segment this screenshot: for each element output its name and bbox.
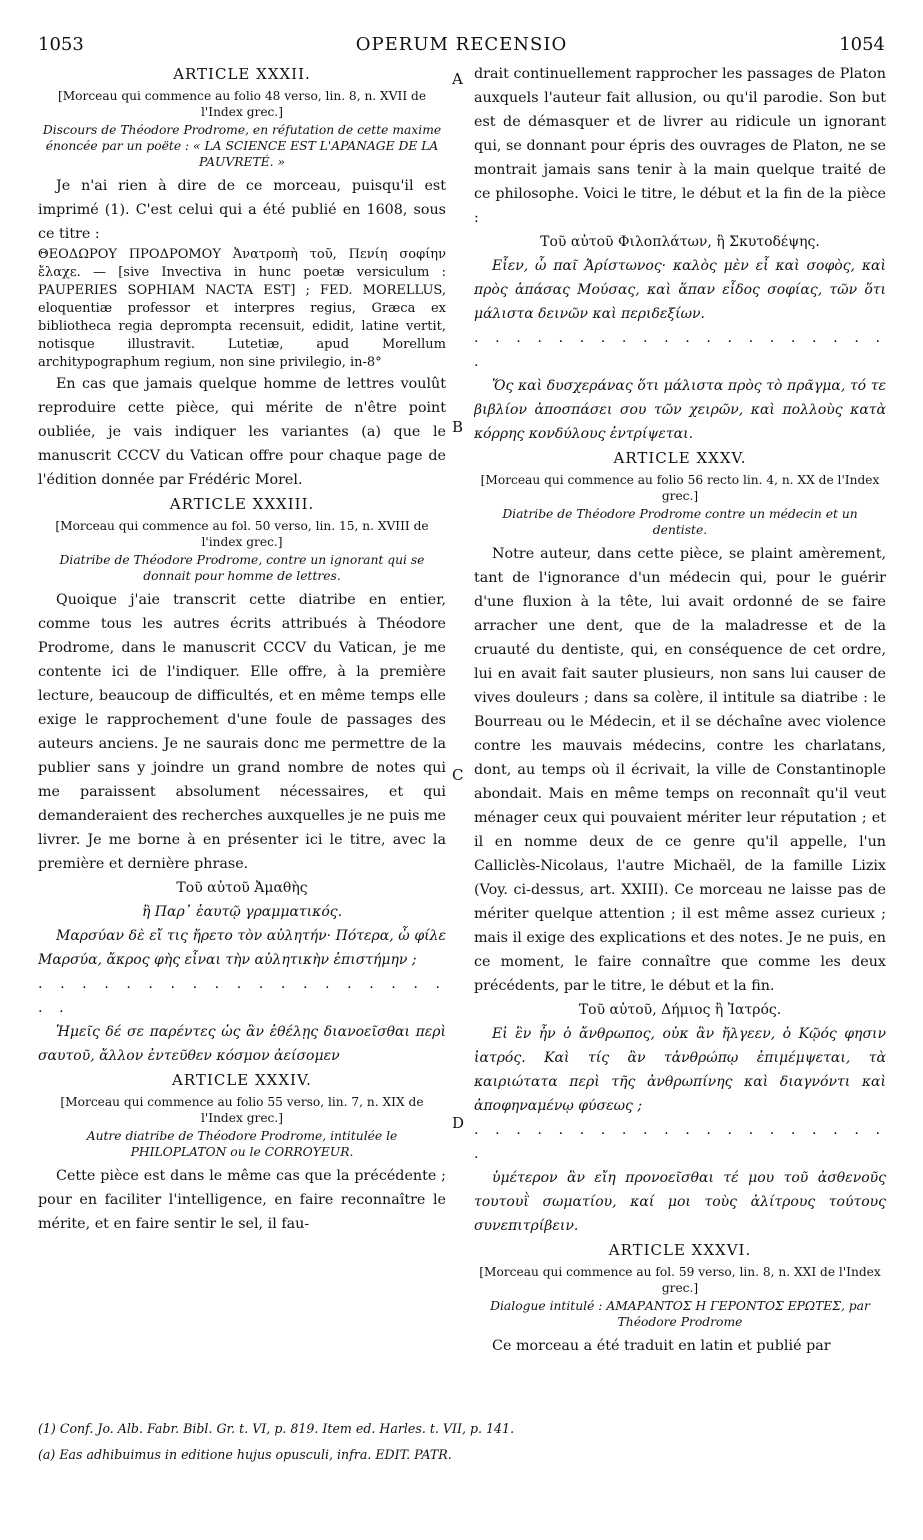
article-33-greek-explicit: Ἡμεῖς δέ σε παρέντες ὡς ἂν ἐθέλῃς διανοεῖσθαι περὶ σαυτοῦ, ἄλλον ἐντεῦθεν κόσμον ἀείσομεν bbox=[38, 1024, 446, 1064]
article-34-heading: ARTICLE XXXIV. bbox=[172, 1071, 312, 1089]
right-column bbox=[474, 62, 886, 1406]
article-35-heading: ARTICLE XXXV. bbox=[613, 449, 747, 467]
page-header bbox=[38, 34, 885, 58]
article-35-paragraph-1: Notre auteur, dans cette pièce, se plaint amèrement, tant de l'ignorance d'un médecin qui, pour le guérir d'une fluxion à la tête, lui avait ordonné de se faire arracher une dent, que de la maladresse et de la cruauté du dentiste, qui, en conséquence de cet ordre, lui en avait fait sauter plusieurs, non sans lui causer de vives douleurs ; dans sa colère, il intitule sa diatribe : le Bourreau ou le Médecin, et il se déchaîne avec violence contre les mauvais médecins, contre les charlatans, dont, au temps où il écrivait, la ville de Constantinople abondait. Mais en même temps on reconnaît qu'il veut ménager ceux qui pouvaient mériter leur réputation ; et il en nomme deux de ce genre qu'il appelle, l'un Calliclès-Nicolaus, l'autre Michaël, de la famille Lizix (Voy. ci-dessus, art. XXIII). Ce morceau ne laisse pas de mériter quelque attention ; il est même assez curieux ; mais il exige des explications et des notes. Je ne puis, en ce moment, le faire connaître que comme les deux précédents, par le titre, le début et la fin. bbox=[474, 546, 886, 994]
ellipsis-dots: . . . . . . . . . . . . . . . . . . . . . bbox=[474, 330, 886, 370]
article-32-heading: ARTICLE XXXII. bbox=[173, 65, 311, 83]
article-34-greek-explicit: Ὅς καὶ δυσχεράνας ὅτι μάλιστα πρὸς τὸ πρᾶγμα, τό τε βιβλίον ἀποσπάσει σου τῶν χειρῶν, καὶ πολλοὺς κατὰ κόρρης κονδύλους ἐντρίψεται. bbox=[474, 378, 886, 442]
article-35-note: [Morceau qui commence au folio 56 recto lin. 4, n. XX de l'Index grec.] bbox=[480, 473, 880, 503]
running-title: OPERUM RECENSIO bbox=[355, 34, 568, 55]
margin-letter-d: D bbox=[452, 1114, 465, 1132]
article-34-note: [Morceau qui commence au folio 55 verso, lin. 7, n. XIX de l'Index grec.] bbox=[60, 1095, 424, 1125]
article-34-title: Autre diatribe de Théodore Prodrome, intitulée le PHILOPLATON ou le CORROYEUR. bbox=[86, 1129, 398, 1159]
article-33-title: Diatribe de Théodore Prodrome, contre un ignorant qui se donnait pour homme de lettres. bbox=[59, 553, 425, 583]
page-number-left: 1053 bbox=[38, 34, 84, 55]
article-32-bibliography: ΘΕΟΔΩΡΟΥ ΠΡΟΔΡΟΜΟΥ Ἀνατροπὴ τοῦ, Πενίη σοφίην ἔλαχε. — [sive Invectiva in hunc poetæ versiculum : PAUPERIES SOPHIAM NACTA EST] ; FED. MORELLUS, eloquentiæ professor et interpres regius, Græca ex bibliotheca regia deprompta recensuit, edidit, latine vertit, notisque illustravit. Lutetiæ, apud Morellum architypographum regium, non sine privilegio, in-8° bbox=[38, 247, 446, 370]
article-33-greek-heading-1: Τοῦ αὐτοῦ Ἀμαθὴς bbox=[176, 880, 308, 896]
footnote-1: (1) Conf. Jo. Alb. Fabr. Bibl. Gr. t. VI, p. 819. Item ed. Harles. t. VII, p. 141. bbox=[38, 1421, 515, 1436]
footnotes bbox=[38, 1416, 885, 1468]
article-36-note: [Morceau qui commence au fol. 59 verso, lin. 8, n. XXI de l'Index grec.] bbox=[479, 1265, 881, 1295]
page-number-right: 1054 bbox=[839, 34, 885, 55]
ellipsis-dots: . . . . . . . . . . . . . . . . . . . . . bbox=[38, 976, 446, 1016]
margin-letter-c: C bbox=[452, 766, 464, 784]
ellipsis-dots: . . . . . . . . . . . . . . . . . . . . . bbox=[474, 1122, 886, 1162]
article-34-greek-incipit: Εἶεν, ὦ παῖ Ἀρίστωνος· καλὸς μὲν εἶ καὶ σοφὸς, καὶ πρὸς ἁπάσας Μούσας, καὶ ἅπαν εἶδος σοφίας, τῶν ὅτι μάλιστα δεινῶν καὶ περιδεξίων. bbox=[474, 258, 886, 322]
article-34-paragraph-1: Cette pièce est dans le même cas que la précédente ; pour en faciliter l'intelligence, en faire reconnaître le mérite, et en faire sentir le sel, il fau- bbox=[38, 1168, 446, 1232]
article-35-greek-heading: Τοῦ αὐτοῦ, Δήμιος ἢ Ἰατρός. bbox=[578, 1002, 782, 1018]
article-35-title: Diatribe de Théodore Prodrome contre un médecin et un dentiste. bbox=[502, 507, 858, 537]
left-column bbox=[38, 62, 446, 1406]
article-33-note: [Morceau qui commence au fol. 50 verso, lin. 15, n. XVIII de l'index grec.] bbox=[55, 519, 429, 549]
article-33-greek-heading-2: ἢ Παρ᾽ ἑαυτῷ γραμματικός. bbox=[141, 904, 343, 920]
article-33-paragraph-1: Quoique j'aie transcrit cette diatribe en entier, comme tous les autres écrits attribués à Théodore Prodrome, dans le manuscrit CCCV du Vatican, je me contente ici de l'indiquer. Elle offre, à la première lecture, beaucoup de difficultés, et en même temps elle exige le rapprochement d'une foule de passages des auteurs anciens. Je ne saurais donc me permettre de la publier sans y joindre un grand nombre de notes qui me paraissent absolument nécessaires, et qui demanderaient des recherches auxquelles je ne puis me livrer. Je me borne à en présenter ici le titre, avec la première et dernière phrase. bbox=[38, 592, 446, 872]
article-32-note: [Morceau qui commence au folio 48 verso, lin. 8, n. XVII de l'Index grec.] bbox=[57, 89, 427, 119]
article-34-greek-heading: Τοῦ αὐτοῦ Φιλοπλάτων, ἢ Σκυτοδέψης. bbox=[540, 234, 820, 250]
article-32-title: Discours de Théodore Prodrome, en réfutation de cette maxime énoncée par un poëte : « LA SCIENCE EST L'APANAGE DE LA PAUVRETÉ. » bbox=[42, 123, 442, 169]
article-33-greek-incipit: Μαρσύαν δὲ εἴ τις ἤρετο τὸν αὐλητήν· Πότερα, ὦ φίλε Μαρσύα, ἄκρος φὴς εἶναι τὴν αὐλητικὴν ἐπιστήμην ; bbox=[38, 928, 446, 968]
article-35-greek-incipit: Εἰ ἓν ἦν ὁ ἄνθρωπος, οὐκ ἂν ἤλγεεν, ὁ Κῷός φησιν ἰατρός. Καὶ τίς ἂν τἀνθρώπῳ ἐπιμέμψεται, τὰ καιριώτατα περὶ τῆς ἀνθρωπίνης καὶ διαγνόντι καὶ ἀποφηναμένῳ φύσεως ; bbox=[474, 1026, 886, 1114]
article-36-title: Dialogue intitulé : ΑΜΑΡΑΝΤΟΣ Η ΓΕΡΟΝΤΟΣ ΕΡΩΤΕΣ, par Théodore Prodrome bbox=[490, 1299, 870, 1329]
margin-letter-a: A bbox=[452, 70, 463, 88]
article-35-greek-explicit: ὑμέτερον ἂν εἴη προνοεῖσθαι τέ μου τοῦ ἀσθενοῦς τουτουῒ σωματίου, καί μοι τοὺς ἀλίτρους τούτους συνεπιτρίβειν. bbox=[474, 1170, 886, 1234]
footnote-a: (a) Eas adhibuimus in editione hujus opusculi, infra. EDIT. PATR. bbox=[38, 1447, 452, 1462]
article-32-paragraph-2: En cas que jamais quelque homme de lettres voulût reproduire cette pièce, qui mérite de n'être point oubliée, je vais indiquer les variantes (a) que le manuscrit CCCV du Vatican offre pour chaque page de l'édition donnée par Frédéric Morel. bbox=[38, 376, 446, 488]
article-36-paragraph-1: Ce morceau a été traduit en latin et publié par bbox=[492, 1338, 831, 1354]
article-36-heading: ARTICLE XXXVI. bbox=[608, 1241, 752, 1259]
article-33-heading: ARTICLE XXXIII. bbox=[169, 495, 315, 513]
article-34-continuation: drait continuellement rapprocher les passages de Platon auxquels l'auteur fait allusion, ou qu'il parodie. Son but est de démasquer et de livrer au ridicule un ignorant qui, se donnant pour épris des ouvrages de Platon, ne se montrait jamais sans tenir à la main quelque traité de ce philosophe. Voici le titre, le début et la fin de la pièce : bbox=[474, 66, 886, 226]
article-32-paragraph-1: Je n'ai rien à dire de ce morceau, puisqu'il est imprimé (1). C'est celui qui a été publié en 1608, sous ce titre : bbox=[38, 178, 446, 242]
margin-letter-b: B bbox=[452, 418, 464, 436]
